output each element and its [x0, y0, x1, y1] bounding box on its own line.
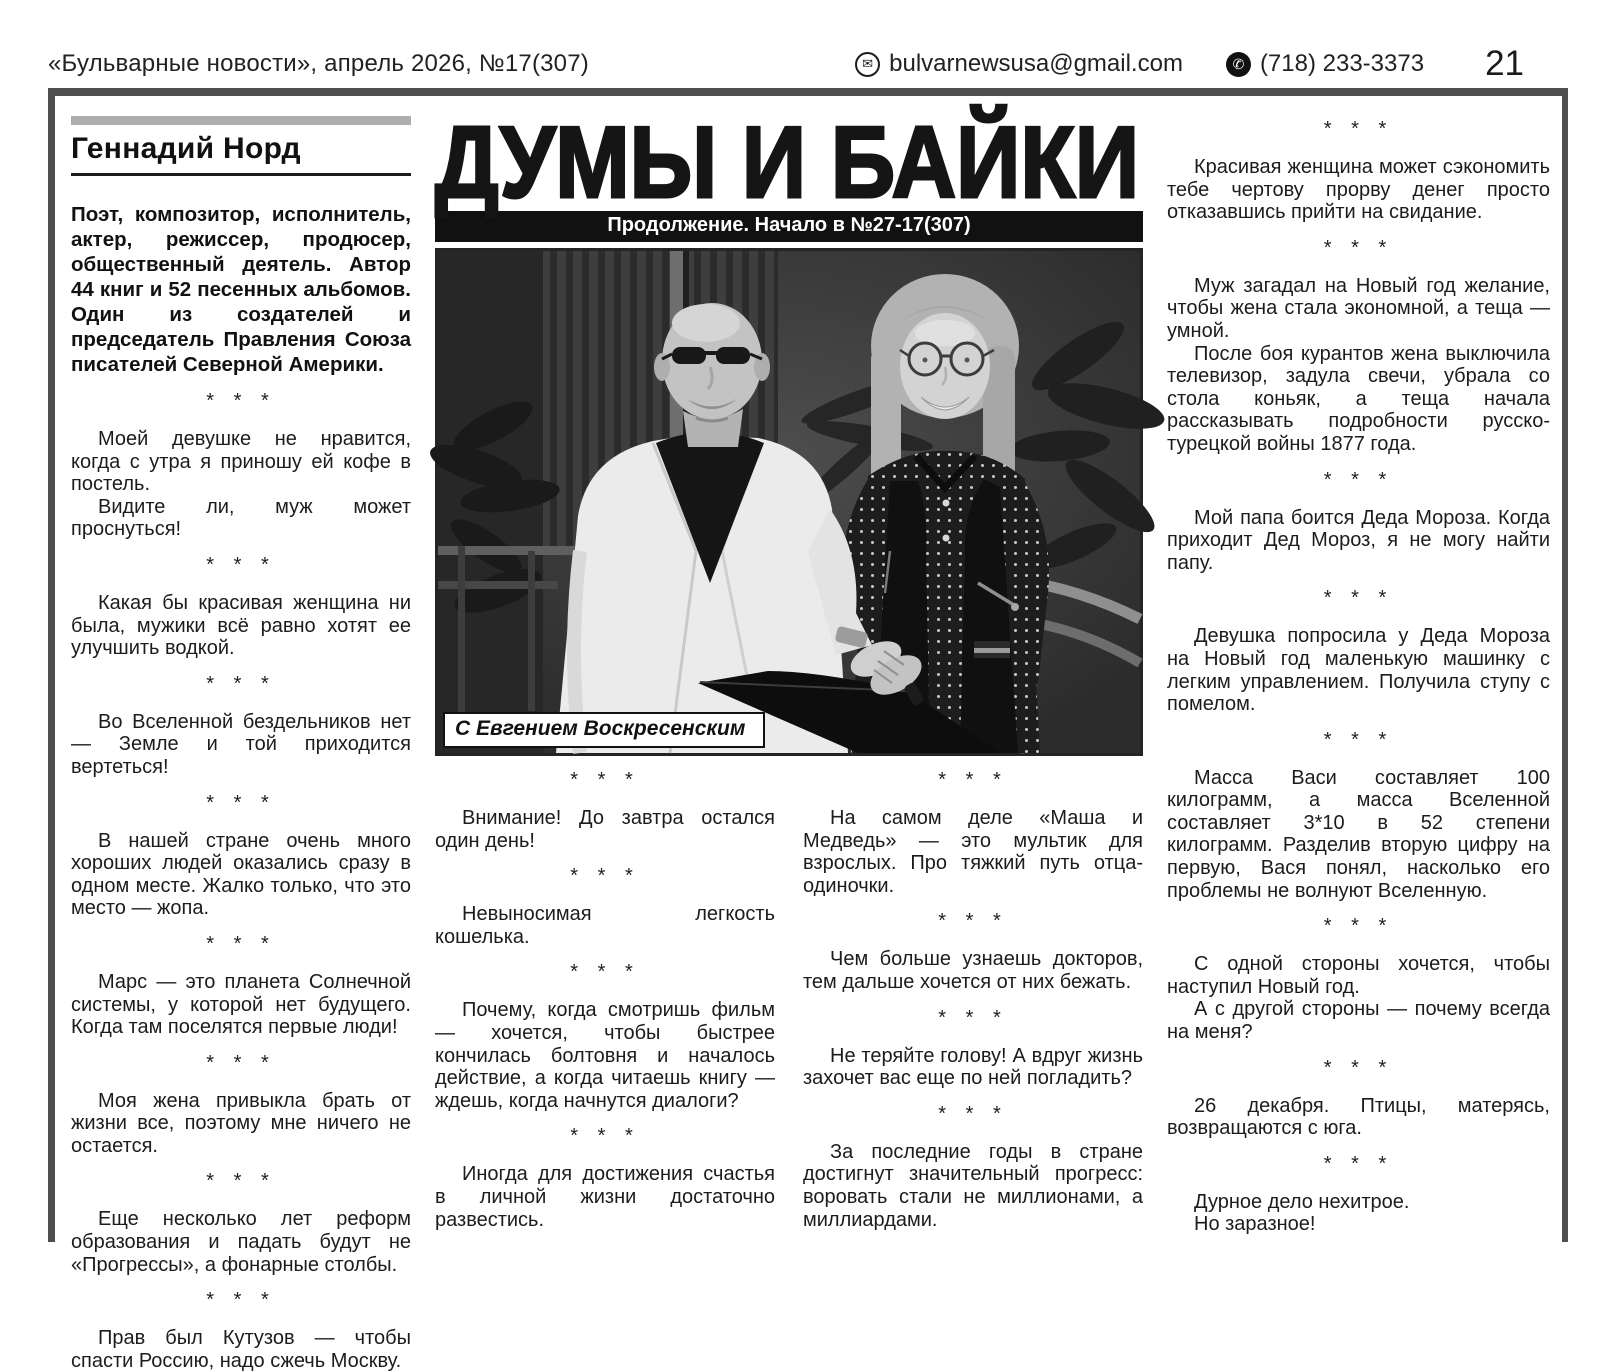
joke-paragraph: Красивая женщина может сэкономить тебе чертову прорву денег просто отказавшись прийти на свидание.: [1167, 156, 1550, 224]
joke-item: [1167, 767, 1550, 903]
right-jokes-list: [1167, 118, 1550, 1236]
joke-item: [71, 1327, 411, 1372]
asterisk-separator: * * *: [206, 1170, 276, 1193]
joke-paragraph: Почему, когда смотришь фильм — хочется, чтобы быстрее кончилась болтовня и началось действие, а когда читаешь книгу — ждешь, когда начнутся диалоги?: [435, 999, 775, 1112]
joke-item: [803, 1045, 1143, 1090]
center-column-2: [803, 756, 1143, 1231]
asterisk-separator: * * *: [570, 769, 640, 791]
photo-illustration: [438, 251, 1140, 753]
joke-item: [1167, 1095, 1550, 1140]
left-column: [71, 96, 411, 1372]
asterisk-separator: * * *: [206, 1289, 276, 1312]
asterisk-separator: * * *: [206, 553, 276, 576]
joke-paragraph: Прав был Кутузов — чтобы спасти Россию, надо сжечь Москву.: [71, 1327, 411, 1372]
asterisk-separator: * * *: [1323, 118, 1394, 140]
asterisk-separator: * * *: [1323, 468, 1394, 491]
joke-item: [435, 999, 775, 1112]
asterisk-separator: * * *: [206, 1051, 276, 1074]
joke-paragraph: Девушка попросила у Деда Мороза на Новый год маленькую машинку с легким управлением. Получила ступу с помелом.: [1167, 625, 1550, 716]
joke-paragraph: Видите ли, муж может проснуться!: [71, 495, 411, 541]
joke-paragraph: С одной стороны хочется, чтобы наступил Новый год.: [1167, 953, 1550, 998]
joke-paragraph: Масса Васи составляет 100 килограмм, а масса Вселенной составляет 3*10 в 52 степени килограмм. Разделив вторую цифру на первую, Вася понял, насколько его проблемы не волнуют Вселенную.: [1167, 766, 1550, 902]
joke-item: [71, 711, 411, 779]
left-jokes-list: [71, 390, 411, 1372]
joke-item: [71, 592, 411, 660]
joke-paragraph: А с другой стороны — почему всегда на меня?: [1167, 998, 1550, 1044]
joke-item: [71, 1208, 411, 1276]
asterisk-separator: * * *: [938, 769, 1008, 791]
author-top-bar: [71, 116, 411, 125]
asterisk-separator: * * *: [1323, 1152, 1394, 1175]
masthead: [48, 44, 1568, 84]
asterisk-separator: * * *: [206, 672, 276, 695]
asterisk-separator: * * *: [938, 1102, 1008, 1125]
joke-paragraph: Какая бы красивая женщина ни была, мужики всё равно хотят ее улучшить водкой.: [71, 591, 411, 660]
joke-item: [435, 903, 775, 948]
joke-paragraph: Моей девушке не нравится, когда с утра я приношу ей кофе в постель.: [71, 428, 411, 496]
joke-item: [71, 971, 411, 1039]
joke-paragraph: Мой папа боится Деда Мороза. Когда приходит Дед Мороз, я не могу найти папу.: [1167, 506, 1550, 574]
author-bio: Поэт, композитор, исполнитель, актер, режиссер, продюсер, общественный деятель. Автор 44 книг и 52 песенных альбомов. Один из создателей и председатель Правления Союза писателей Северной Америки.: [71, 203, 411, 376]
joke-paragraph: Не теряйте голову! А вдруг жизнь захочет вас еще по ней погладить?: [803, 1044, 1143, 1090]
asterisk-separator: * * *: [570, 961, 640, 984]
joke-item: [1167, 953, 1550, 1043]
asterisk-separator: * * *: [1323, 728, 1394, 751]
email-address: bulvarnewsusa@gmail.com: [889, 50, 1183, 77]
joke-item: [803, 807, 1143, 897]
joke-paragraph: Марс — это планета Солнечной системы, у которой нет будущего. Когда там поселятся первые люди!: [71, 970, 411, 1039]
joke-paragraph: Дурное дело нехитрое.: [1194, 1190, 1410, 1213]
joke-item: [435, 1163, 775, 1231]
asterisk-separator: * * *: [206, 791, 276, 814]
envelope-icon: ✉: [855, 52, 880, 77]
joke-item: [1167, 507, 1550, 575]
continuation-bar: Продолжение. Начало в №27-17(307): [435, 211, 1143, 242]
joke-paragraph: Чем больше узнаешь докторов, тем дальше хочется от них бежать.: [803, 948, 1143, 993]
svg-text:ДУМЫ И БАЙКИ: ДУМЫ И БАЙКИ: [435, 107, 1232, 219]
asterisk-separator: * * *: [938, 1006, 1008, 1029]
joke-item: [1167, 156, 1550, 224]
section-title: [435, 102, 1232, 219]
asterisk-separator: * * *: [206, 390, 276, 412]
photo-caption: С Евгением Воскресенским: [443, 712, 765, 748]
joke-item: [435, 807, 775, 852]
phone-icon: ✆: [1226, 52, 1251, 77]
joke-paragraph: Муж загадал на Новый год желание, чтобы жена стала экономной, а теща — умной.: [1167, 274, 1550, 342]
joke-paragraph: Во Вселенной бездельников нет — Земле и той приходится вертеться!: [71, 710, 411, 778]
joke-paragraph: За последние годы в стране достигнут значительный прогресс: воровать стали не миллионами, а миллиардами.: [803, 1140, 1143, 1231]
joke-item: [71, 428, 411, 541]
asterisk-separator: * * *: [1323, 915, 1394, 938]
asterisk-separator: * * *: [570, 1125, 640, 1148]
photo: [435, 248, 1143, 756]
joke-paragraph: Невыносимая легкость кошелька.: [435, 903, 775, 948]
right-column: [1167, 96, 1550, 1372]
content-frame: [48, 88, 1568, 1372]
joke-item: [1167, 625, 1550, 715]
joke-paragraph: После боя курантов жена выключила телевизор, задула свечи, убрала со стола коньяк, а теща начала рассказывать подробности русско-турецкой войны 1877 года.: [1167, 342, 1550, 455]
asterisk-separator: * * *: [206, 932, 276, 955]
joke-paragraph: Моя жена привыкла брать от жизни все, поэтому мне ничего не остается.: [71, 1089, 411, 1157]
joke-paragraph: На самом деле «Маша и Медведь» — это мультик для взрослых. Про тяжкий путь отца-одиночки.: [803, 807, 1143, 897]
asterisk-separator: * * *: [1323, 587, 1394, 610]
asterisk-separator: * * *: [938, 910, 1008, 933]
joke-item: [1167, 275, 1550, 456]
masthead-contacts: [855, 44, 1568, 84]
asterisk-separator: * * *: [1323, 236, 1394, 259]
author-rule: [71, 173, 411, 176]
joke-paragraph: 26 декабря. Птицы, матерясь, возвращаются с юга.: [1167, 1094, 1550, 1140]
page-number: 21: [1485, 44, 1524, 83]
center-column-1: [435, 756, 775, 1231]
phone-number: (718) 233-3373: [1259, 50, 1425, 77]
author-name: Геннадий Норд: [71, 132, 301, 165]
joke-paragraph: Иногда для достижения счастья в личной жизни достаточно развестись.: [435, 1163, 775, 1231]
joke-item: [803, 1141, 1143, 1231]
joke-item: [1167, 1191, 1550, 1236]
center-columns: [435, 756, 1143, 1231]
center-section: [435, 96, 1232, 1372]
asterisk-separator: * * *: [570, 865, 640, 888]
joke-item: [803, 948, 1143, 993]
joke-paragraph: Но заразное!: [1194, 1213, 1316, 1236]
joke-item: [71, 1090, 411, 1158]
joke-item: [71, 830, 411, 920]
joke-paragraph: Еще несколько лет реформ образования и падать будут не «Прогрессы», а фонарные столбы.: [71, 1208, 411, 1276]
asterisk-separator: * * *: [1323, 1056, 1394, 1079]
joke-paragraph: Внимание! До завтра остался один день!: [435, 807, 775, 852]
joke-paragraph: В нашей стране очень много хороших людей оказались сразу в одном месте. Жалко только, что это место — жопа.: [71, 829, 411, 920]
masthead-title: «Бульварные новости», апрель 2026, №17(307): [48, 50, 589, 77]
